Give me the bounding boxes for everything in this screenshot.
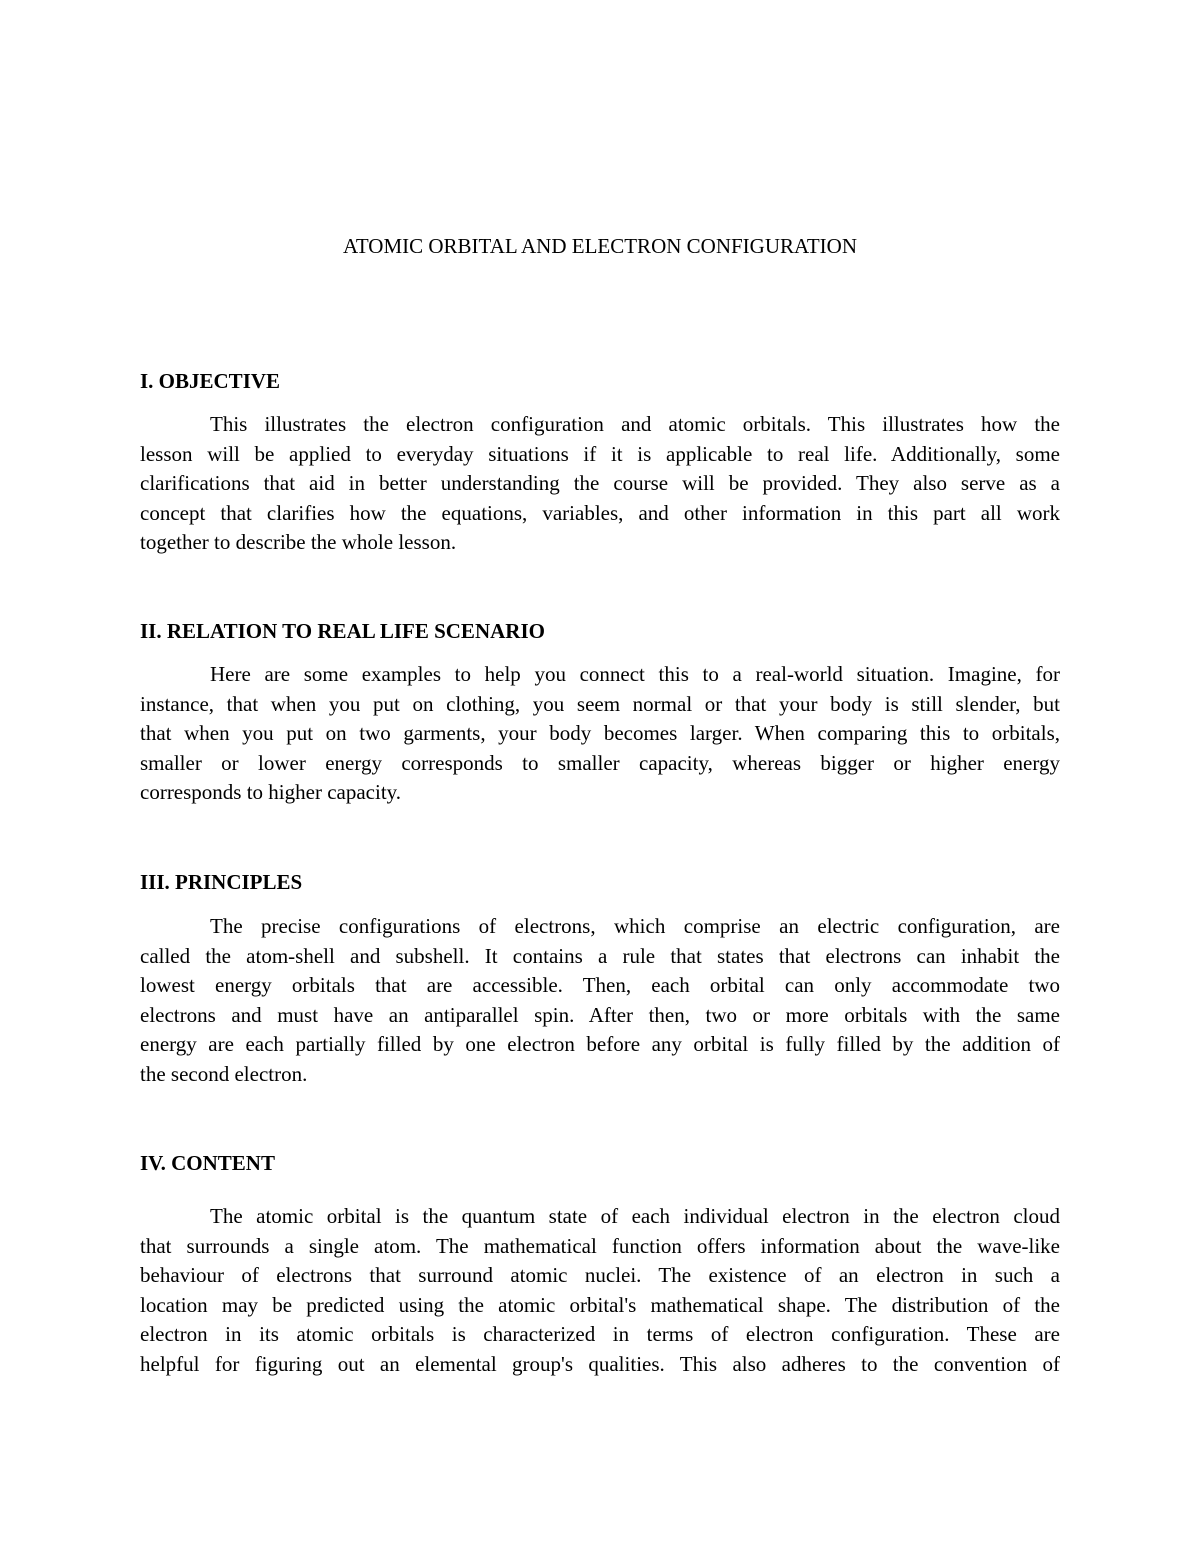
paragraph-line: the second electron. xyxy=(140,1061,308,1086)
section-heading-content: IV. CONTENT xyxy=(140,1151,275,1175)
paragraph-line: energy are each partially filled by one electron before any orbital is fully filled by the addition of xyxy=(140,1032,1060,1056)
paragraph-line: instance, that when you put on clothing, you seem normal or that your body is still slender, but xyxy=(140,691,1060,716)
section-paragraph-relation-to-real-life xyxy=(140,660,1060,808)
paragraph-line: behaviour of electrons that surround atomic nuclei. The existence of an electron in such a xyxy=(140,1263,1060,1287)
paragraph-line: that surrounds a single atom. The mathematical function offers information about the wave-like xyxy=(140,1233,1060,1258)
paragraph-line: clarifications that aid in better understanding the course will be provided. They also serve as a xyxy=(140,471,1060,495)
paragraph-line: corresponds to higher capacity. xyxy=(140,780,402,804)
section-heading-principles: III. PRINCIPLES xyxy=(140,870,303,894)
paragraph-line: electron in its atomic orbitals is characterized in terms of electron configuration. These are xyxy=(140,1322,1060,1346)
section-paragraph-principles xyxy=(140,912,1060,1089)
paragraph-line: lowest energy orbitals that are accessible. Then, each orbital can only accommodate two xyxy=(140,973,1060,997)
paragraph-line: concept that clarifies how the equations, variables, and other information in this part all work xyxy=(140,500,1060,525)
section-paragraph-content xyxy=(140,1202,1060,1379)
paragraph-line: Here are some examples to help you connect this to a real-world situation. Imagine, for xyxy=(210,662,1060,686)
paragraph-line: lesson will be applied to everyday situations if it is applicable to real life. Additionally, some xyxy=(140,441,1060,466)
section-heading-relation-to-real-life: II. RELATION TO REAL LIFE SCENARIO xyxy=(140,619,545,643)
paragraph-line: smaller or lower energy corresponds to smaller capacity, whereas bigger or higher energy xyxy=(140,750,1060,775)
paragraph-line: location may be predicted using the atomic orbital's mathematical shape. The distribution of the xyxy=(140,1292,1060,1317)
paragraph-line: called the atom-shell and subshell. It contains a rule that states that electrons can inhabit the xyxy=(140,943,1060,968)
section-heading-objective: I. OBJECTIVE xyxy=(140,369,281,393)
paragraph-line: electrons and must have an antiparallel spin. After then, two or more orbitals with the same xyxy=(140,1002,1060,1027)
paragraph-line: together to describe the whole lesson. xyxy=(140,530,457,554)
document-title: ATOMIC ORBITAL AND ELECTRON CONFIGURATION xyxy=(343,234,857,258)
paragraph-line: The precise configurations of electrons, which comprise an electric configuration, are xyxy=(210,914,1060,938)
paragraph-line: helpful for figuring out an elemental group's qualities. This also adheres to the convention of xyxy=(140,1351,1060,1376)
paragraph-line: The atomic orbital is the quantum state of each individual electron in the electron cloud xyxy=(210,1204,1060,1228)
paragraph-line: that when you put on two garments, your body becomes larger. When comparing this to orbitals, xyxy=(140,721,1060,745)
paragraph-line: This illustrates the electron configuration and atomic orbitals. This illustrates how the xyxy=(210,412,1060,436)
section-paragraph-objective xyxy=(140,410,1060,558)
